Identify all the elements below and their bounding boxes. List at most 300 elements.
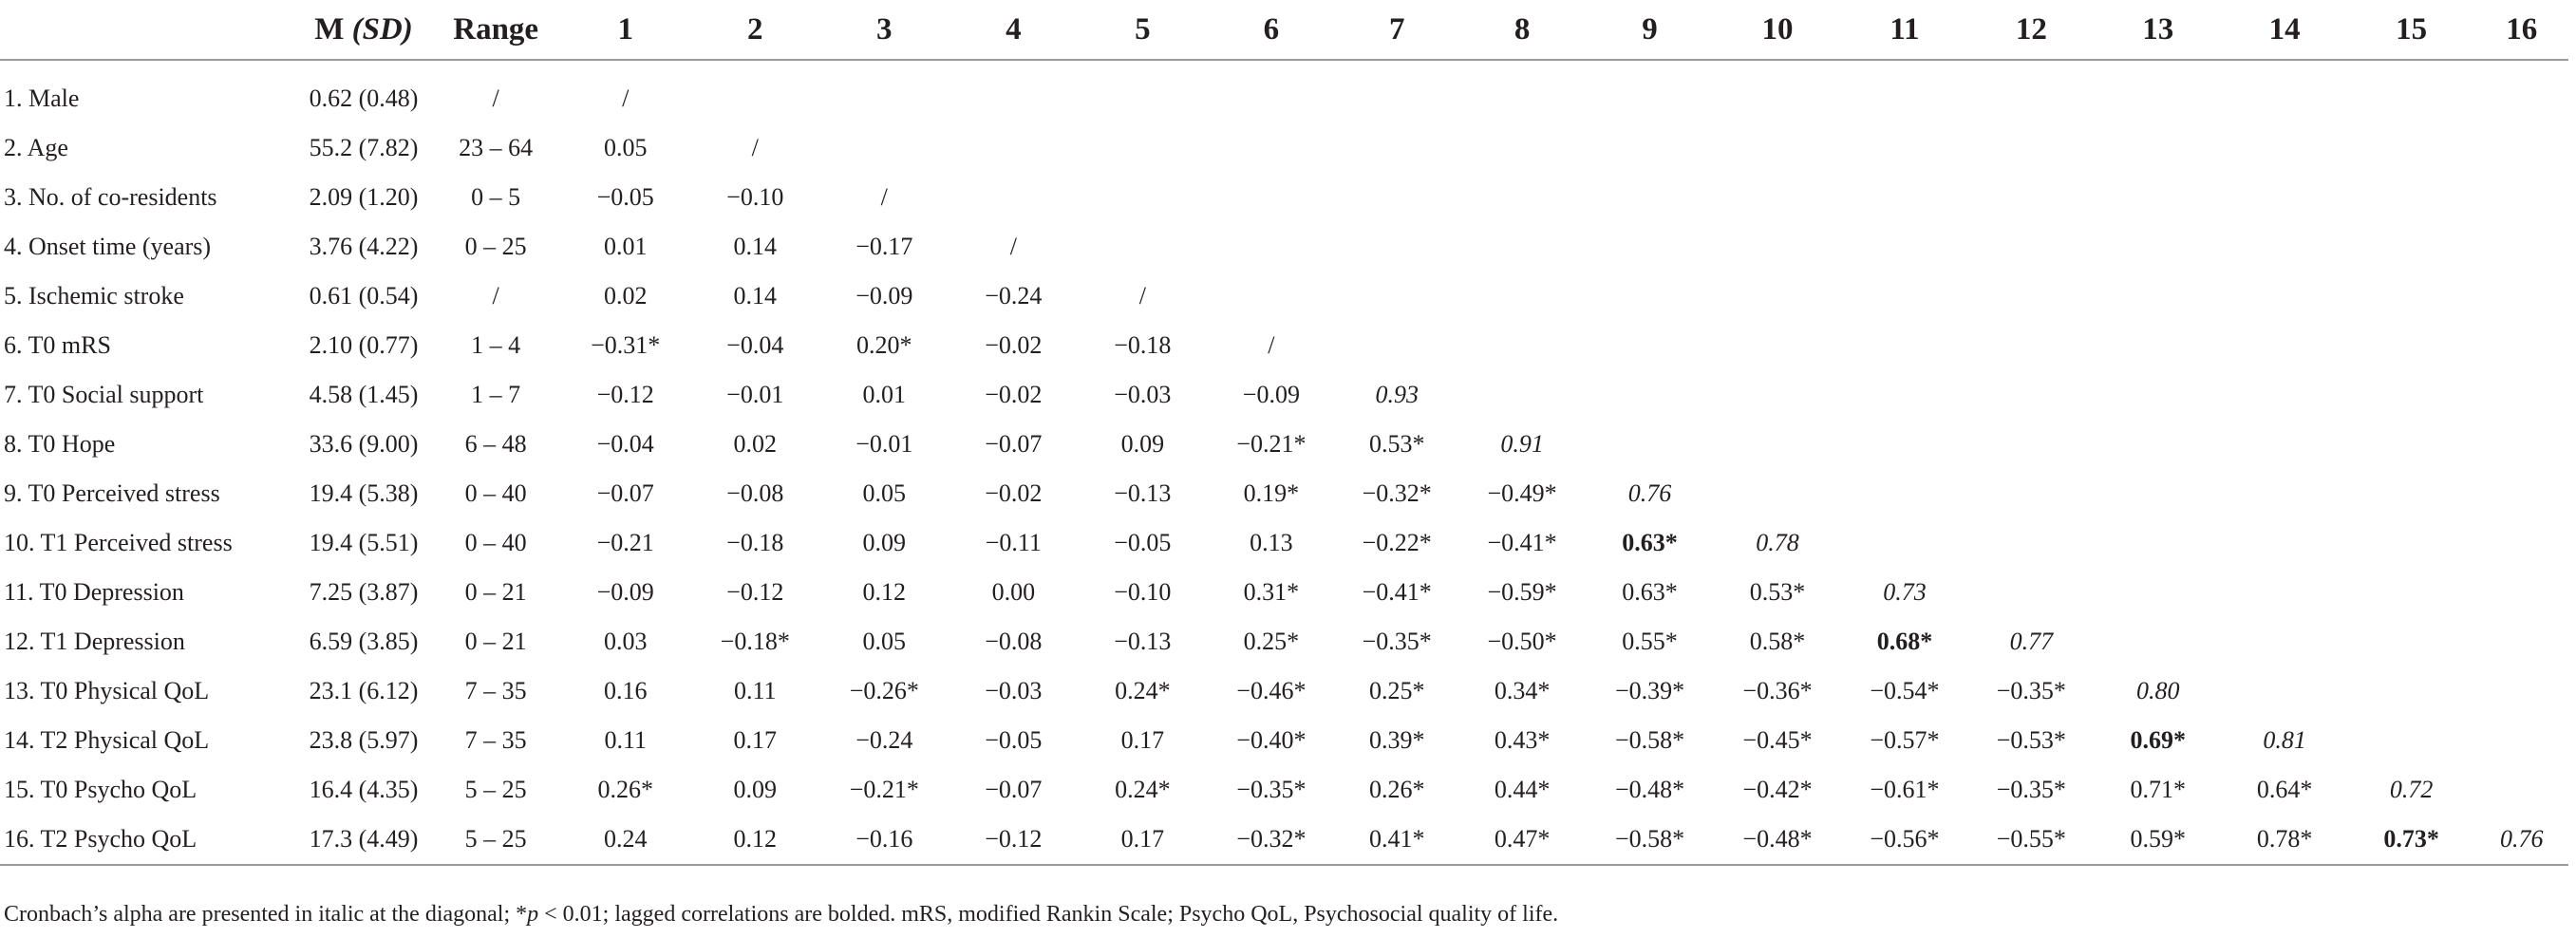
correlation-cell: 0.47* bbox=[1458, 815, 1586, 865]
correlation-cell: −0.39* bbox=[1614, 677, 1685, 704]
correlation-cell bbox=[2348, 272, 2475, 321]
correlation-cell bbox=[2475, 173, 2568, 222]
correlation-cell bbox=[1207, 60, 1335, 123]
correlation-cell: 0.26* bbox=[1368, 776, 1425, 803]
table-body bbox=[0, 60, 2568, 865]
correlation-cell: 0.00 bbox=[991, 578, 1036, 606]
correlation-cell: 0.78* bbox=[2222, 815, 2348, 865]
correlation-cell: 0.53* bbox=[1749, 578, 1806, 606]
row-mean-sd: 6.59 (3.85) bbox=[309, 628, 419, 655]
correlation-cell bbox=[2348, 321, 2475, 370]
row-label: 2. Age bbox=[4, 134, 68, 161]
table-row bbox=[0, 765, 2568, 815]
correlation-cell: −0.03 bbox=[985, 677, 1043, 704]
row-mean-sd: 23.1 (6.12) bbox=[309, 677, 419, 704]
correlation-cell bbox=[1968, 222, 2095, 272]
correlation-cell bbox=[1078, 173, 1207, 222]
correlation-cell: 0.05 bbox=[603, 134, 648, 161]
correlation-cell: −0.09 bbox=[1242, 381, 1300, 408]
correlation-cell bbox=[2222, 370, 2348, 420]
correlation-cell bbox=[2095, 370, 2222, 420]
row-range: / bbox=[492, 84, 499, 112]
correlation-cell: −0.32* bbox=[1207, 815, 1335, 865]
row-range: 7 – 35 bbox=[464, 677, 527, 704]
correlation-cell: 0.73* bbox=[2348, 815, 2475, 865]
correlation-cell: −0.35* bbox=[1996, 776, 2066, 803]
header-label-cell bbox=[0, 0, 296, 60]
table-row bbox=[0, 568, 2568, 617]
row-label: 3. No. of co-residents bbox=[4, 183, 217, 211]
correlation-cell: 0.09 bbox=[862, 529, 907, 556]
correlation-cell: −0.02 bbox=[985, 331, 1043, 359]
correlation-cell: 0.76 bbox=[1627, 479, 1672, 507]
correlation-cell bbox=[1207, 123, 1335, 173]
correlation-cell: −0.56* bbox=[1841, 815, 1968, 865]
correlation-cell bbox=[2095, 60, 2222, 123]
correlation-cell bbox=[2475, 420, 2568, 469]
correlation-cell: 0.24* bbox=[1115, 776, 1171, 803]
correlation-cell bbox=[949, 123, 1078, 173]
correlation-cell: −0.57* bbox=[1870, 726, 1940, 754]
correlation-cell: −0.42* bbox=[1742, 776, 1813, 803]
correlation-cell: −0.04 bbox=[596, 430, 654, 458]
correlation-cell: −0.12 bbox=[726, 578, 784, 606]
row-label: 13. T0 Physical QoL bbox=[4, 677, 210, 704]
correlation-cell bbox=[2222, 666, 2348, 716]
correlation-cell bbox=[1841, 420, 1968, 469]
correlation-cell bbox=[1458, 321, 1586, 370]
correlation-cell bbox=[2095, 272, 2222, 321]
correlation-cell bbox=[2348, 568, 2475, 617]
correlation-cell bbox=[1586, 222, 1714, 272]
correlation-cell: 0.76 bbox=[2475, 815, 2568, 865]
correlation-cell: / bbox=[880, 183, 888, 211]
correlation-cell: −0.21 bbox=[596, 529, 654, 556]
correlation-cell: 0.69* bbox=[2130, 726, 2187, 754]
correlation-cell: 0.19* bbox=[1243, 479, 1300, 507]
header-col-9: 9 bbox=[1586, 0, 1714, 60]
correlation-cell bbox=[2095, 420, 2222, 469]
correlation-cell: 0.14 bbox=[733, 282, 778, 310]
correlation-cell: 0.39* bbox=[1368, 726, 1425, 754]
correlation-cell: −0.35* bbox=[1362, 628, 1432, 655]
table-row bbox=[0, 617, 2568, 666]
correlation-cell bbox=[1078, 60, 1207, 123]
row-range: 0 – 40 bbox=[464, 479, 527, 507]
correlation-cell bbox=[2475, 60, 2568, 123]
correlation-cell bbox=[1968, 420, 2095, 469]
correlation-cell: 0.64* bbox=[2256, 776, 2313, 803]
table-row bbox=[0, 716, 2568, 765]
correlation-cell: −0.49* bbox=[1487, 479, 1557, 507]
correlation-cell bbox=[2348, 716, 2475, 765]
correlation-cell bbox=[1968, 469, 2095, 518]
correlation-cell: −0.53* bbox=[1996, 726, 2066, 754]
correlation-cell bbox=[2475, 617, 2568, 666]
row-range: 0 – 21 bbox=[464, 628, 527, 655]
correlation-cell: −0.11 bbox=[985, 529, 1042, 556]
table-row bbox=[0, 123, 2568, 173]
correlation-cell bbox=[2222, 60, 2348, 123]
correlation-cell bbox=[2095, 568, 2222, 617]
row-range: 0 – 5 bbox=[471, 183, 521, 211]
row-mean-sd: 2.10 (0.77) bbox=[309, 331, 419, 359]
row-label: 7. T0 Social support bbox=[4, 381, 204, 408]
correlation-cell: 0.93 bbox=[1375, 381, 1419, 408]
row-label: 6. T0 mRS bbox=[4, 331, 111, 359]
header-col-1: 1 bbox=[560, 0, 690, 60]
correlation-cell bbox=[1586, 123, 1714, 173]
correlation-cell: 0.63* bbox=[1622, 529, 1678, 556]
correlation-cell: 0.24* bbox=[1115, 677, 1171, 704]
correlation-cell: 0.41* bbox=[1335, 815, 1458, 865]
correlation-cell bbox=[2348, 518, 2475, 568]
correlation-cell: −0.48* bbox=[1614, 776, 1685, 803]
row-mean-sd: 55.2 (7.82) bbox=[309, 134, 419, 161]
correlation-cell: 0.44* bbox=[1494, 776, 1551, 803]
correlation-cell bbox=[1714, 173, 1841, 222]
correlation-cell bbox=[1586, 173, 1714, 222]
correlation-cell bbox=[2475, 370, 2568, 420]
correlation-cell: −0.05 bbox=[1114, 529, 1172, 556]
table-row bbox=[0, 60, 2568, 123]
header-col-14: 14 bbox=[2222, 0, 2348, 60]
correlation-cell bbox=[1458, 60, 1586, 123]
correlation-cell: −0.35* bbox=[1996, 677, 2066, 704]
correlation-cell: −0.18 bbox=[726, 529, 784, 556]
correlation-cell: −0.01 bbox=[856, 430, 913, 458]
correlation-cell bbox=[949, 173, 1078, 222]
correlation-cell bbox=[2222, 420, 2348, 469]
row-label: 12. T1 Depression bbox=[4, 628, 185, 655]
correlation-cell bbox=[1714, 321, 1841, 370]
correlation-cell: 0.80 bbox=[2136, 677, 2180, 704]
correlation-cell bbox=[2348, 173, 2475, 222]
correlation-cell bbox=[2222, 617, 2348, 666]
correlation-cell: 0.02 bbox=[733, 430, 778, 458]
row-mean-sd: 2.09 (1.20) bbox=[309, 183, 419, 211]
correlation-cell bbox=[1968, 370, 2095, 420]
header-row bbox=[0, 0, 2568, 60]
row-mean-sd: 19.4 (5.51) bbox=[309, 529, 419, 556]
correlation-cell: −0.18* bbox=[720, 628, 790, 655]
correlation-cell bbox=[2222, 568, 2348, 617]
correlation-cell: −0.05 bbox=[985, 726, 1043, 754]
correlation-cell: 0.20* bbox=[856, 331, 912, 359]
correlation-cell bbox=[2095, 518, 2222, 568]
table-row bbox=[0, 469, 2568, 518]
row-range: 0 – 21 bbox=[464, 578, 527, 606]
correlation-cell: 0.01 bbox=[603, 233, 648, 260]
correlation-cell bbox=[2475, 518, 2568, 568]
row-range: 6 – 48 bbox=[464, 430, 527, 458]
correlation-cell: 0.72 bbox=[2389, 776, 2434, 803]
correlation-cell: 0.63* bbox=[1622, 578, 1678, 606]
row-label: 14. T2 Physical QoL bbox=[4, 726, 210, 754]
correlation-cell bbox=[2348, 617, 2475, 666]
correlation-cell bbox=[1207, 222, 1335, 272]
correlation-cell: −0.13 bbox=[1114, 628, 1172, 655]
correlation-cell: −0.03 bbox=[1114, 381, 1172, 408]
correlation-cell bbox=[819, 123, 949, 173]
correlation-cell: / bbox=[1138, 282, 1146, 310]
header-col-5: 5 bbox=[1078, 0, 1207, 60]
correlation-cell: / bbox=[1268, 331, 1275, 359]
table-footnote bbox=[4, 902, 1558, 928]
correlation-cell: 0.05 bbox=[862, 479, 907, 507]
row-label: 5. Ischemic stroke bbox=[4, 282, 184, 310]
header-mean-sd bbox=[296, 0, 431, 60]
correlation-cell bbox=[1841, 222, 1968, 272]
correlation-cell bbox=[2095, 321, 2222, 370]
row-mean-sd: 16.4 (4.35) bbox=[309, 776, 419, 803]
table-row bbox=[0, 666, 2568, 716]
correlation-cell: −0.21* bbox=[1236, 430, 1307, 458]
correlation-cell bbox=[2348, 60, 2475, 123]
row-label: 1. Male bbox=[4, 84, 80, 112]
correlation-cell: −0.41* bbox=[1487, 529, 1557, 556]
table-row bbox=[0, 173, 2568, 222]
header-sd: (SD) bbox=[351, 11, 413, 47]
correlation-cell bbox=[2475, 321, 2568, 370]
correlation-cell: 0.58* bbox=[1749, 628, 1806, 655]
correlation-cell bbox=[2095, 123, 2222, 173]
correlation-cell: −0.50* bbox=[1487, 628, 1557, 655]
row-label: 15. T0 Psycho QoL bbox=[4, 776, 197, 803]
correlation-cell: 0.59* bbox=[2095, 815, 2222, 865]
correlation-cell bbox=[1458, 272, 1586, 321]
correlation-cell bbox=[1841, 321, 1968, 370]
correlation-cell bbox=[1968, 272, 2095, 321]
correlation-cell bbox=[1841, 469, 1968, 518]
correlation-cell: / bbox=[751, 134, 759, 161]
correlation-cell bbox=[2348, 370, 2475, 420]
correlation-cell bbox=[949, 60, 1078, 123]
row-range: 0 – 40 bbox=[464, 529, 527, 556]
correlation-cell: −0.04 bbox=[726, 331, 784, 359]
correlation-cell bbox=[1968, 321, 2095, 370]
correlation-cell: −0.10 bbox=[726, 183, 784, 211]
correlation-cell: −0.24 bbox=[856, 726, 913, 754]
correlation-cell: 0.24 bbox=[560, 815, 690, 865]
correlation-cell bbox=[1586, 321, 1714, 370]
correlation-cell bbox=[2475, 568, 2568, 617]
correlation-cell: −0.26* bbox=[849, 677, 919, 704]
correlation-cell bbox=[2348, 469, 2475, 518]
correlation-cell: 0.03 bbox=[603, 628, 648, 655]
correlation-cell bbox=[2348, 666, 2475, 716]
correlation-cell bbox=[1841, 123, 1968, 173]
header-range: Range bbox=[431, 0, 560, 60]
table-row bbox=[0, 420, 2568, 469]
correlation-cell bbox=[2475, 222, 2568, 272]
correlation-cell bbox=[2475, 765, 2568, 815]
correlation-cell: 0.55* bbox=[1622, 628, 1678, 655]
correlation-cell bbox=[1841, 173, 1968, 222]
correlation-cell bbox=[1335, 60, 1458, 123]
correlation-cell bbox=[1841, 60, 1968, 123]
correlation-cell: −0.13 bbox=[1114, 479, 1172, 507]
correlation-cell bbox=[1078, 222, 1207, 272]
correlation-cell: −0.09 bbox=[856, 282, 913, 310]
correlation-cell: −0.24 bbox=[985, 282, 1043, 310]
correlation-cell: 0.02 bbox=[603, 282, 648, 310]
correlation-cell bbox=[2095, 222, 2222, 272]
correlation-cell: −0.41* bbox=[1362, 578, 1432, 606]
correlation-cell: 0.25* bbox=[1368, 677, 1425, 704]
row-label: 10. T1 Perceived stress bbox=[4, 529, 233, 556]
correlation-cell: −0.01 bbox=[726, 381, 784, 408]
correlation-cell bbox=[2095, 617, 2222, 666]
row-mean-sd: 23.8 (5.97) bbox=[309, 726, 419, 754]
correlation-cell bbox=[2222, 272, 2348, 321]
correlation-cell: 0.13 bbox=[1250, 529, 1293, 556]
correlation-cell: 0.01 bbox=[862, 381, 907, 408]
correlation-cell: 0.05 bbox=[862, 628, 907, 655]
correlation-cell bbox=[1458, 173, 1586, 222]
correlation-cell: 0.09 bbox=[733, 776, 778, 803]
correlation-cell bbox=[1335, 321, 1458, 370]
correlation-cell bbox=[1714, 469, 1841, 518]
correlation-cell bbox=[1841, 272, 1968, 321]
correlation-cell bbox=[1335, 222, 1458, 272]
correlation-cell: −0.07 bbox=[985, 776, 1043, 803]
footnote-part1: Cronbach’s alpha are presented in italic at the diagonal; * bbox=[4, 902, 528, 927]
correlation-cell: −0.02 bbox=[985, 381, 1043, 408]
row-range: 5 – 25 bbox=[464, 776, 527, 803]
header-col-7: 7 bbox=[1335, 0, 1458, 60]
correlation-cell bbox=[1458, 370, 1586, 420]
correlation-cell bbox=[1586, 272, 1714, 321]
correlation-cell bbox=[1586, 420, 1714, 469]
correlation-cell: −0.22* bbox=[1362, 529, 1432, 556]
header-col-13: 13 bbox=[2095, 0, 2222, 60]
correlation-cell bbox=[2475, 666, 2568, 716]
row-mean-sd: 17.3 (4.49) bbox=[296, 815, 431, 865]
row-range: 0 – 25 bbox=[464, 233, 527, 260]
correlation-cell: 0.16 bbox=[603, 677, 648, 704]
correlation-cell bbox=[2475, 716, 2568, 765]
correlation-cell bbox=[2222, 222, 2348, 272]
correlation-cell bbox=[1207, 272, 1335, 321]
correlation-cell: −0.02 bbox=[985, 479, 1043, 507]
table-row bbox=[0, 815, 2568, 865]
correlation-cell: −0.59* bbox=[1487, 578, 1557, 606]
row-label: 11. T0 Depression bbox=[4, 578, 184, 606]
correlation-cell: 0.31* bbox=[1243, 578, 1300, 606]
table-row bbox=[0, 518, 2568, 568]
correlation-cell: −0.40* bbox=[1236, 726, 1307, 754]
correlation-cell: −0.16 bbox=[819, 815, 949, 865]
correlation-cell: 0.78 bbox=[1756, 529, 1799, 556]
header-col-3: 3 bbox=[819, 0, 949, 60]
correlation-cell: −0.58* bbox=[1586, 815, 1714, 865]
correlation-cell bbox=[1841, 370, 1968, 420]
row-label: 4. Onset time (years) bbox=[4, 233, 212, 260]
correlation-cell bbox=[2222, 321, 2348, 370]
row-mean-sd: 0.62 (0.48) bbox=[309, 84, 419, 112]
correlation-cell: / bbox=[1009, 233, 1017, 260]
correlation-cell: −0.54* bbox=[1870, 677, 1940, 704]
correlation-cell: 0.17 bbox=[1078, 815, 1207, 865]
correlation-cell bbox=[2475, 272, 2568, 321]
header-col-11: 11 bbox=[1841, 0, 1968, 60]
correlation-cell bbox=[1207, 173, 1335, 222]
row-mean-sd: 0.61 (0.54) bbox=[309, 282, 419, 310]
row-range: 5 – 25 bbox=[431, 815, 560, 865]
correlation-cell bbox=[1968, 123, 2095, 173]
correlation-cell: −0.36* bbox=[1742, 677, 1813, 704]
correlation-cell bbox=[1714, 222, 1841, 272]
row-label: 16. T2 Psycho QoL bbox=[0, 815, 296, 865]
correlation-cell: 0.11 bbox=[604, 726, 647, 754]
correlation-cell: −0.09 bbox=[596, 578, 654, 606]
correlation-cell: 0.12 bbox=[862, 578, 907, 606]
row-range: 1 – 7 bbox=[471, 381, 521, 408]
table-row bbox=[0, 272, 2568, 321]
correlation-cell: 0.73 bbox=[1883, 578, 1927, 606]
header-col-15: 15 bbox=[2348, 0, 2475, 60]
correlation-cell: −0.08 bbox=[726, 479, 784, 507]
correlation-cell: 0.17 bbox=[733, 726, 778, 754]
correlation-cell bbox=[1968, 518, 2095, 568]
header-col-16: 16 bbox=[2475, 0, 2568, 60]
correlation-cell bbox=[2222, 469, 2348, 518]
correlation-cell: 0.11 bbox=[733, 677, 777, 704]
row-range: 1 – 4 bbox=[471, 331, 521, 359]
correlation-cell bbox=[1714, 60, 1841, 123]
correlation-cell: 0.26* bbox=[597, 776, 653, 803]
footnote-part2: < 0.01; lagged correlations are bolded. mRS, modified Rankin Scale; Psycho QoL, Psychosocial quality of life. bbox=[538, 902, 1559, 927]
correlation-cell bbox=[2348, 222, 2475, 272]
correlation-cell: −0.46* bbox=[1236, 677, 1307, 704]
correlation-cell: 0.17 bbox=[1120, 726, 1165, 754]
correlation-cell: −0.21* bbox=[849, 776, 919, 803]
correlation-cell: −0.61* bbox=[1870, 776, 1940, 803]
correlation-cell: −0.17 bbox=[856, 233, 913, 260]
correlation-cell: −0.12 bbox=[949, 815, 1078, 865]
correlation-cell: −0.08 bbox=[985, 628, 1043, 655]
correlation-cell: −0.32* bbox=[1362, 479, 1432, 507]
header-col-2: 2 bbox=[690, 0, 819, 60]
correlation-cell bbox=[1714, 420, 1841, 469]
correlation-cell: / bbox=[622, 84, 630, 112]
row-mean-sd: 3.76 (4.22) bbox=[309, 233, 419, 260]
correlation-cell bbox=[1458, 123, 1586, 173]
correlation-cell: −0.07 bbox=[596, 479, 654, 507]
row-range: / bbox=[492, 282, 499, 310]
correlation-cell: 0.53* bbox=[1368, 430, 1425, 458]
correlation-cell: −0.18 bbox=[1114, 331, 1172, 359]
header-col-10: 10 bbox=[1714, 0, 1841, 60]
correlation-cell bbox=[1586, 370, 1714, 420]
correlation-cell: −0.35* bbox=[1236, 776, 1307, 803]
row-label: 9. T0 Perceived stress bbox=[4, 479, 220, 507]
correlation-cell bbox=[2222, 173, 2348, 222]
correlation-cell bbox=[2475, 469, 2568, 518]
header-mean: M bbox=[314, 11, 345, 47]
row-mean-sd: 19.4 (5.38) bbox=[309, 479, 419, 507]
correlation-cell: −0.05 bbox=[596, 183, 654, 211]
correlation-cell: −0.45* bbox=[1742, 726, 1813, 754]
correlation-cell: 0.12 bbox=[690, 815, 819, 865]
correlation-cell: 0.71* bbox=[2130, 776, 2187, 803]
correlation-cell: 0.77 bbox=[2009, 628, 2054, 655]
row-range: 7 – 35 bbox=[464, 726, 527, 754]
correlation-cell bbox=[2222, 123, 2348, 173]
correlation-cell bbox=[1714, 272, 1841, 321]
correlation-cell bbox=[1841, 518, 1968, 568]
